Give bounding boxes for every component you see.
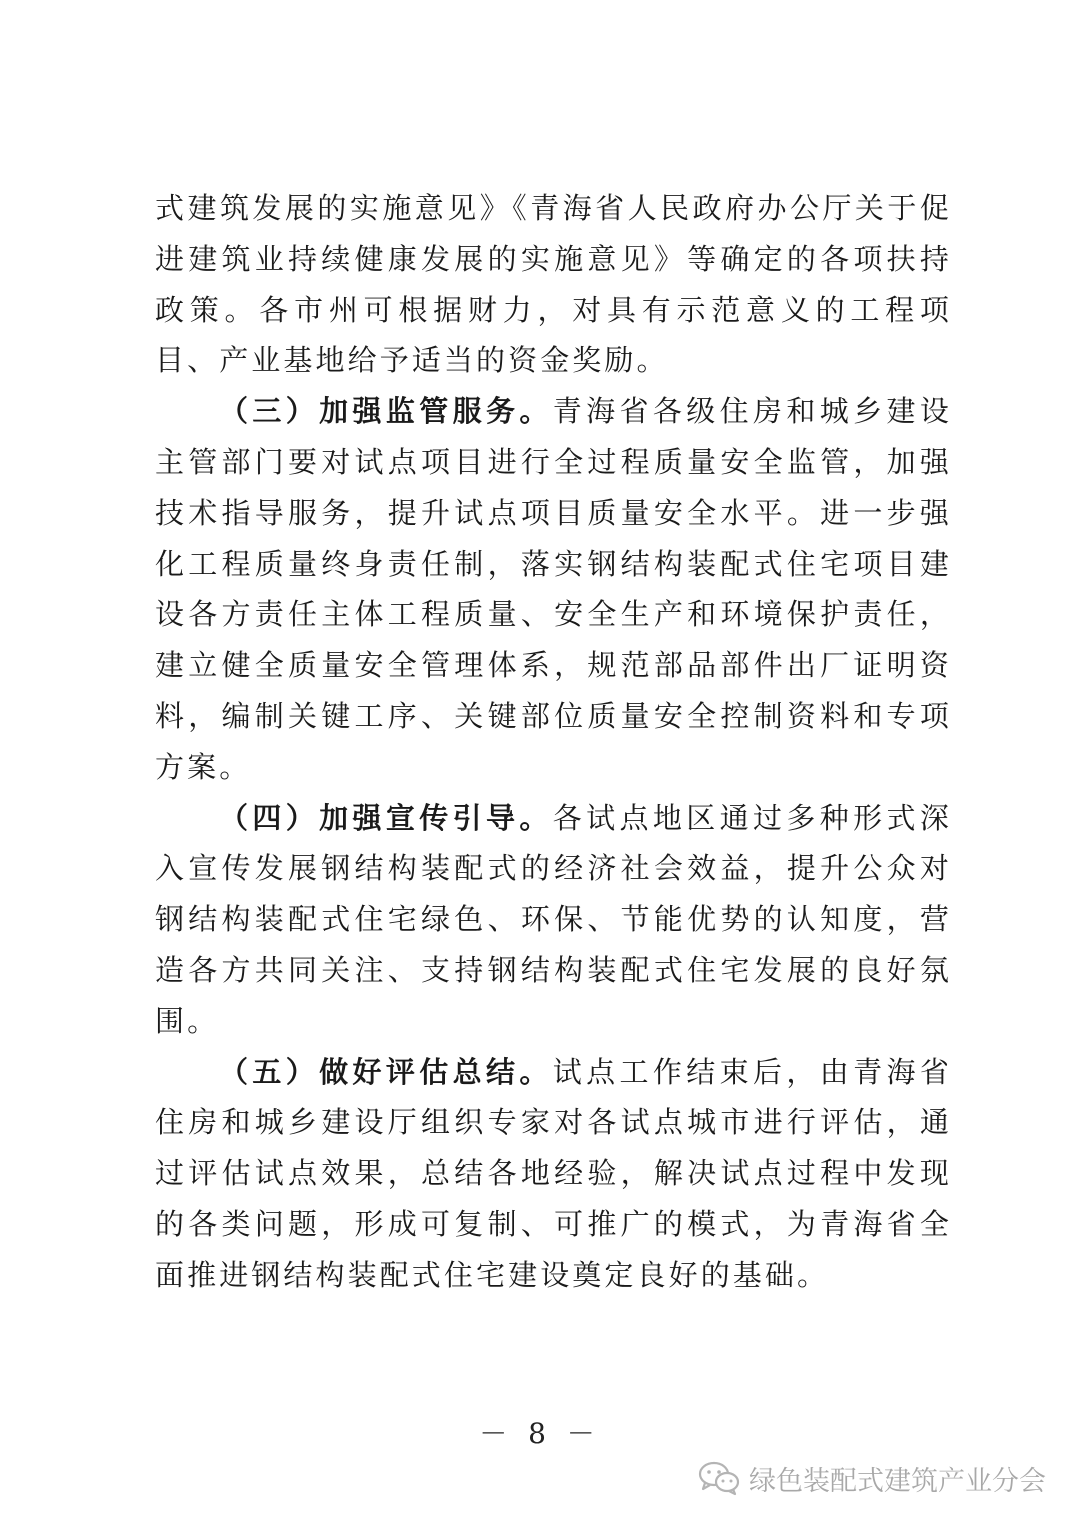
paragraph-body: 青海省各级住房和城乡建设主管部门要对试点项目进行全过程质量安全监管，加强技术指导服务，提升试点项目质量安全水平。进一步强化工程质量终身责任制，落实钢结构装配式住宅项目建设各方责任主体工程质量、安全生产和环境保护责任，建立健全质量安全管理体系，规范部品部件出厂证明资料，编制关键工序、关键部位质量安全控制资料和专项方案。	[155, 394, 952, 784]
paragraph-evaluation-summary	[155, 1047, 952, 1301]
paragraph-body: 试点工作结束后，由青海省住房和城乡建设厅组织专家对各试点城市进行评估，通过评估试点效果，总结各地经验，解决试点过程中发现的各类问题，形成可复制、可推广的模式，为青海省全面推进钢结构装配式住宅建设奠定良好的基础。	[155, 1054, 952, 1292]
section-heading: （四）加强宣传引导。	[219, 800, 553, 835]
section-heading: （三）加强监管服务。	[219, 394, 553, 429]
paragraph-publicity-guidance	[155, 793, 952, 1047]
account-watermark	[697, 1458, 1046, 1498]
paragraph-supervision-service	[155, 386, 952, 792]
paragraph-body: 式建筑发展的实施意见》《青海省人民政府办公厅关于促进建筑业持续健康发展的实施意见》等确定的各项扶持政策。各市州可根据财力，对具有示范意义的工程项目、产业基地给予适当的资金奖励。	[155, 191, 952, 378]
section-heading: （五）做好评估总结。	[219, 1054, 553, 1089]
document-body	[155, 183, 952, 1301]
page-number: － 8 －	[479, 1417, 601, 1450]
wechat-icon	[697, 1460, 741, 1496]
paragraph-body: 各试点地区通过多种形式深入宣传发展钢结构装配式的经济社会效益，提升公众对钢结构装配式住宅绿色、环保、节能优势的认知度，营造各方共同关注、支持钢结构装配式住宅发展的良好氛围。	[155, 800, 952, 1038]
paragraph-continuation	[155, 183, 952, 386]
watermark-text: 绿色装配式建筑产业分会	[749, 1465, 1046, 1497]
